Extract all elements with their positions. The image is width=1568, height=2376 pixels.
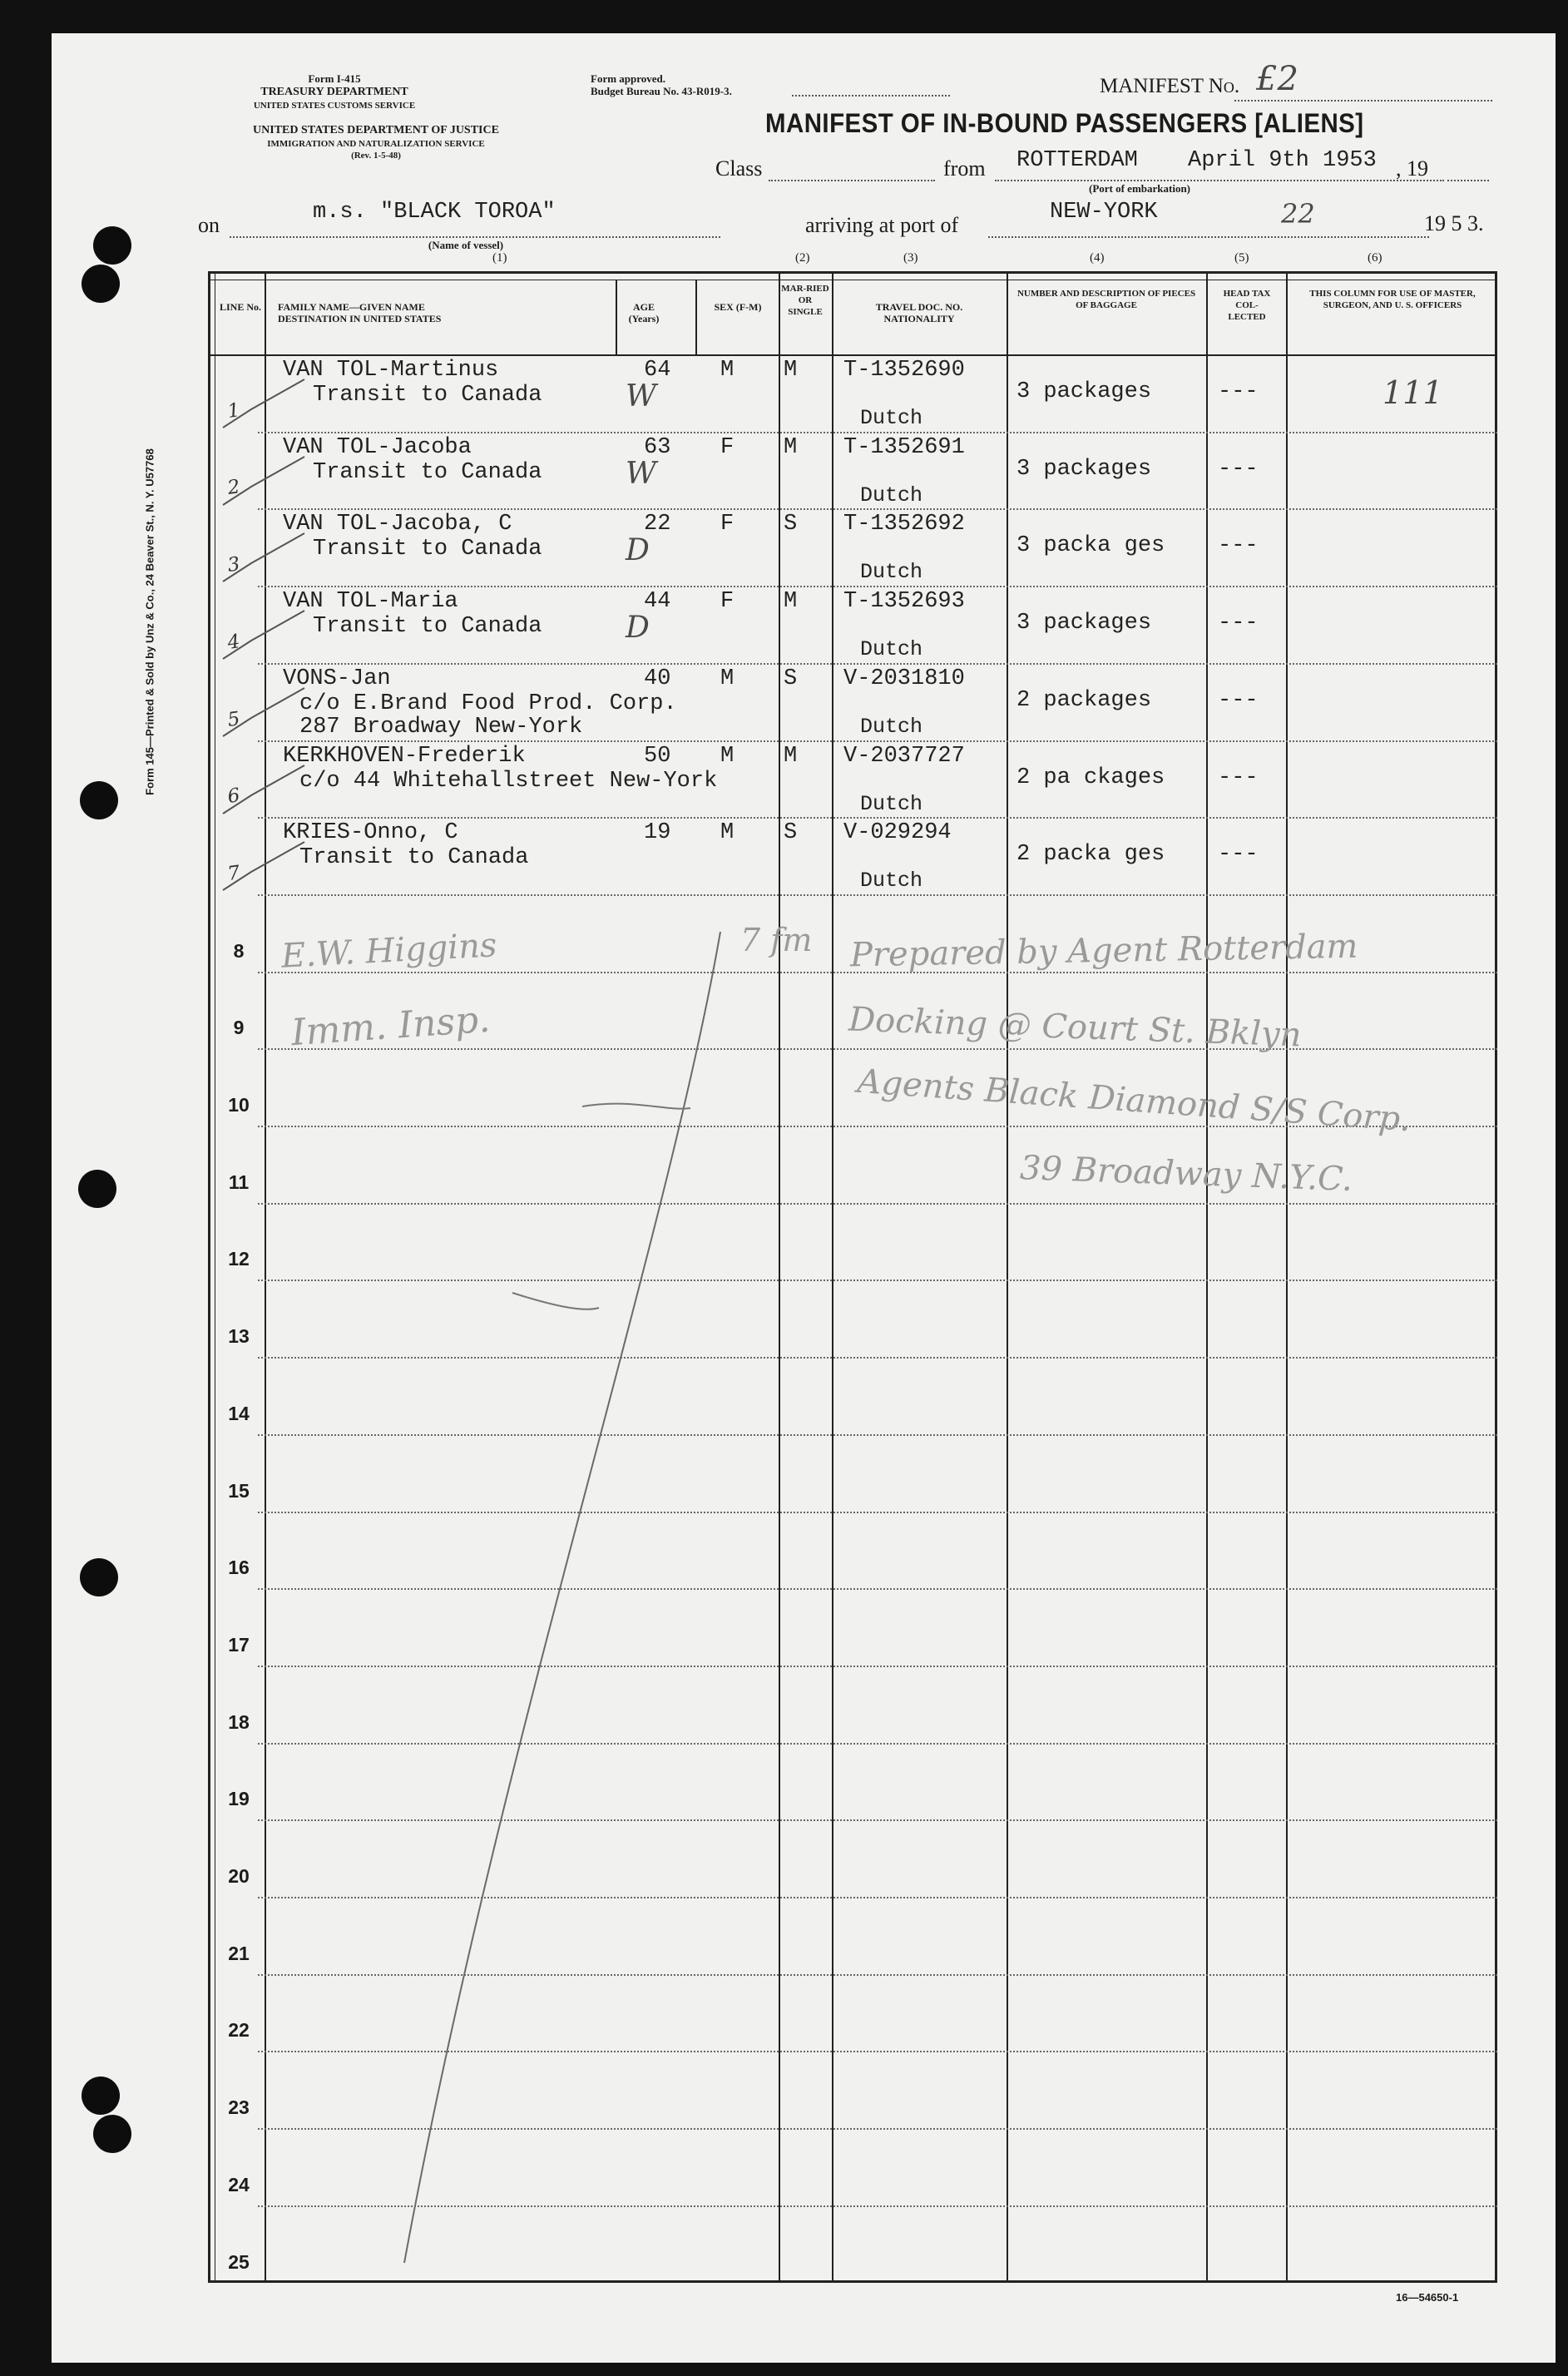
budget-bureau: Budget Bureau No. 43-R019-3. <box>591 85 732 97</box>
passenger-sex: M <box>720 820 735 846</box>
arrival-port: NEW-YORK <box>1050 200 1158 225</box>
arrival-day: 22 <box>1281 198 1315 230</box>
on-label: on <box>198 213 220 237</box>
form-revision: (Rev. 1-5-48) <box>351 151 401 161</box>
passenger-destination: Transit to Canada <box>313 383 542 408</box>
header-baggage: NUMBER AND DESCRIPTION OF PIECES OF BAGGAGE <box>1016 289 1196 310</box>
line-number: 25 <box>228 2250 250 2273</box>
passenger-name: KERKHOVEN-Frederik <box>283 743 526 769</box>
note-docking: Docking @ Court St. Bklyn <box>848 1000 1303 1055</box>
baggage-count: 3 packages <box>1016 456 1152 482</box>
note-agents: Agents Black Diamond S/S Corp. <box>856 1062 1412 1140</box>
line-number: 10 <box>228 1094 250 1116</box>
nationality: Dutch <box>860 714 923 739</box>
baggage-count: 2 pa ckages <box>1016 765 1165 790</box>
passenger-age: 22 <box>644 512 671 537</box>
arriving-label: arriving at port of <box>805 213 959 237</box>
passenger-age: 64 <box>644 358 671 383</box>
age-annotation: W <box>626 456 657 491</box>
arrival-year: 19 5 3. <box>1424 211 1484 235</box>
col-num-3: (3) <box>903 251 918 265</box>
passenger-sex: M <box>720 743 735 769</box>
header-travel-doc: TRAVEL DOC. NO. NATIONALITY <box>875 301 963 324</box>
passenger-marital-status: M <box>784 358 798 383</box>
passenger-destination-2: 287 Broadway New-York <box>299 714 583 740</box>
passenger-sex: F <box>720 589 735 615</box>
nationality: Dutch <box>860 869 923 893</box>
line-number: 13 <box>228 1325 250 1348</box>
dept-customs: UNITED STATES CUSTOMS SERVICE <box>253 101 416 111</box>
passenger-name: KRIES-Onno, C <box>283 820 458 846</box>
embarkation-date: April 9th 1953 <box>1188 148 1377 173</box>
vessel-name: m.s. "BLACK TOROA" <box>313 200 556 225</box>
note-prepared-by: Prepared by Agent Rotterdam <box>849 927 1358 975</box>
signature-inspector: Imm. Insp. <box>289 997 492 1055</box>
line-number: 8 <box>233 939 245 962</box>
passenger-marital-status: S <box>784 666 798 691</box>
travel-doc-number: T-1352690 <box>843 358 965 383</box>
handwritten-mark: 7 fm <box>740 922 813 958</box>
line-number: 7 <box>225 861 242 885</box>
passenger-marital-status: S <box>784 512 798 537</box>
passenger-name: VAN TOL-Martinus <box>283 358 499 383</box>
passenger-name: VONS-Jan <box>283 666 391 691</box>
travel-doc-number: V-2031810 <box>843 666 965 691</box>
line-number: 9 <box>233 1017 245 1039</box>
dept-immigration: IMMIGRATION AND NATURALIZATION SERVICE <box>267 139 485 149</box>
baggage-count: 3 packa ges <box>1016 533 1165 559</box>
dept-treasury: TREASURY DEPARTMENT <box>260 86 408 98</box>
line-number: 11 <box>228 1171 250 1193</box>
nationality: Dutch <box>860 483 923 507</box>
line-number: 24 <box>228 2173 250 2195</box>
baggage-count: 2 packages <box>1016 687 1152 713</box>
col-num-4: (4) <box>1090 251 1105 265</box>
head-tax: --- <box>1218 687 1259 713</box>
passenger-sex: M <box>720 666 735 691</box>
printer-imprint: Form 145—Printed & Sold by Unz & Co., 24 Beaver St., N. Y. U57768 <box>143 448 156 795</box>
passenger-destination: Transit to Canada <box>299 845 529 871</box>
head-tax: --- <box>1218 533 1259 559</box>
class-label: Class <box>715 156 763 181</box>
print-code: 16—54650-1 <box>1396 2291 1459 2304</box>
passenger-name: VAN TOL-Jacoba <box>283 434 472 460</box>
col-num-2: (2) <box>795 251 810 265</box>
line-number: 1 <box>225 398 242 423</box>
passenger-age: 63 <box>644 434 671 460</box>
col-num-1: (1) <box>492 251 507 265</box>
passenger-name: VAN TOL-Maria <box>283 589 458 615</box>
note-address: 39 Broadway N.Y.C. <box>1019 1149 1353 1199</box>
manifest-number-label: MANIFEST No. <box>1100 75 1240 97</box>
form-approved: Form approved. <box>591 72 666 85</box>
passenger-sex: M <box>720 358 735 383</box>
line-number: 3 <box>225 553 242 577</box>
line-number: 22 <box>228 2019 250 2042</box>
header-head-tax: HEAD TAX COL-LECTED <box>1223 289 1271 322</box>
passenger-marital-status: M <box>784 743 798 769</box>
header-line-no: LINE No. <box>219 301 261 313</box>
header-age: AGE (Years) <box>628 301 660 324</box>
line-number: 23 <box>228 2096 250 2119</box>
baggage-count: 2 packa ges <box>1016 842 1165 868</box>
page-title: MANIFEST OF IN-BOUND PASSENGERS [ALIENS] <box>765 108 1364 138</box>
travel-doc-number: T-1352693 <box>843 589 965 615</box>
passenger-destination: c/o 44 Whitehallstreet New-York <box>299 768 718 794</box>
travel-doc-number: T-1352691 <box>843 434 965 460</box>
travel-doc-number: T-1352692 <box>843 512 965 537</box>
line-number: 21 <box>228 1942 250 1964</box>
passenger-destination: Transit to Canada <box>313 537 542 562</box>
travel-doc-number: V-029294 <box>843 820 952 846</box>
from-label: from <box>943 156 986 181</box>
form-number: Form I-415 <box>308 72 361 85</box>
nationality: Dutch <box>860 406 923 430</box>
header-name: FAMILY NAME—GIVEN NAME DESTINATION IN UNITED STATES <box>278 301 442 324</box>
age-annotation: D <box>626 533 650 568</box>
passenger-destination: c/o E.Brand Food Prod. Corp. <box>299 691 677 716</box>
dept-justice: UNITED STATES DEPARTMENT OF JUSTICE <box>253 124 499 136</box>
officer-note: 111 <box>1383 374 1443 411</box>
passenger-sex: F <box>720 512 735 537</box>
year-suffix: , 19 <box>1396 156 1428 181</box>
header-married: MAR-RIED OR SINGLE <box>781 284 829 317</box>
passenger-name: VAN TOL-Jacoba, C <box>283 512 512 537</box>
passenger-marital-status: M <box>784 434 798 460</box>
passenger-destination: Transit to Canada <box>313 459 542 485</box>
manifest-number: £2 <box>1256 60 1298 98</box>
line-number: 16 <box>228 1557 250 1579</box>
nationality: Dutch <box>860 791 923 816</box>
head-tax: --- <box>1218 456 1259 482</box>
passenger-age: 44 <box>644 589 671 615</box>
line-number: 12 <box>228 1248 250 1270</box>
head-tax: --- <box>1218 379 1259 404</box>
passenger-age: 40 <box>644 666 671 691</box>
passenger-age: 19 <box>644 820 671 846</box>
embarkation-caption: (Port of embarkation) <box>1088 182 1191 195</box>
embarkation-port: ROTTERDAM <box>1016 148 1138 173</box>
head-tax: --- <box>1218 611 1259 636</box>
line-number: 17 <box>228 1633 250 1656</box>
age-annotation: D <box>626 611 650 646</box>
line-number: 6 <box>225 785 242 809</box>
vessel-caption: (Name of vessel) <box>428 239 504 251</box>
col-num-6: (6) <box>1368 251 1383 265</box>
line-number: 18 <box>228 1710 250 1733</box>
line-number: 14 <box>228 1402 250 1424</box>
nationality: Dutch <box>860 637 923 662</box>
passenger-sex: F <box>720 434 735 460</box>
head-tax: --- <box>1218 842 1259 868</box>
head-tax: --- <box>1218 765 1259 790</box>
line-number: 5 <box>225 707 242 731</box>
signature-higgins: E.W. Higgins <box>279 926 498 976</box>
line-number: 20 <box>228 1865 250 1887</box>
line-number: 15 <box>228 1479 250 1502</box>
line-number: 4 <box>225 630 242 654</box>
passenger-marital-status: M <box>784 589 798 615</box>
passenger-age: 50 <box>644 743 671 769</box>
header-officers: THIS COLUMN FOR USE OF MASTER, SURGEON, AND U. S. OFFICERS <box>1309 289 1476 310</box>
baggage-count: 3 packages <box>1016 379 1152 404</box>
nationality: Dutch <box>860 560 923 585</box>
line-number: 19 <box>228 1788 250 1810</box>
header-sex: SEX (F-M) <box>714 301 762 313</box>
age-annotation: W <box>626 379 657 413</box>
travel-doc-number: V-2037727 <box>843 743 965 769</box>
line-number: 2 <box>225 476 242 500</box>
passenger-marital-status: S <box>784 820 798 846</box>
col-num-5: (5) <box>1234 251 1249 265</box>
baggage-count: 3 packages <box>1016 611 1152 636</box>
passenger-destination: Transit to Canada <box>313 614 542 640</box>
